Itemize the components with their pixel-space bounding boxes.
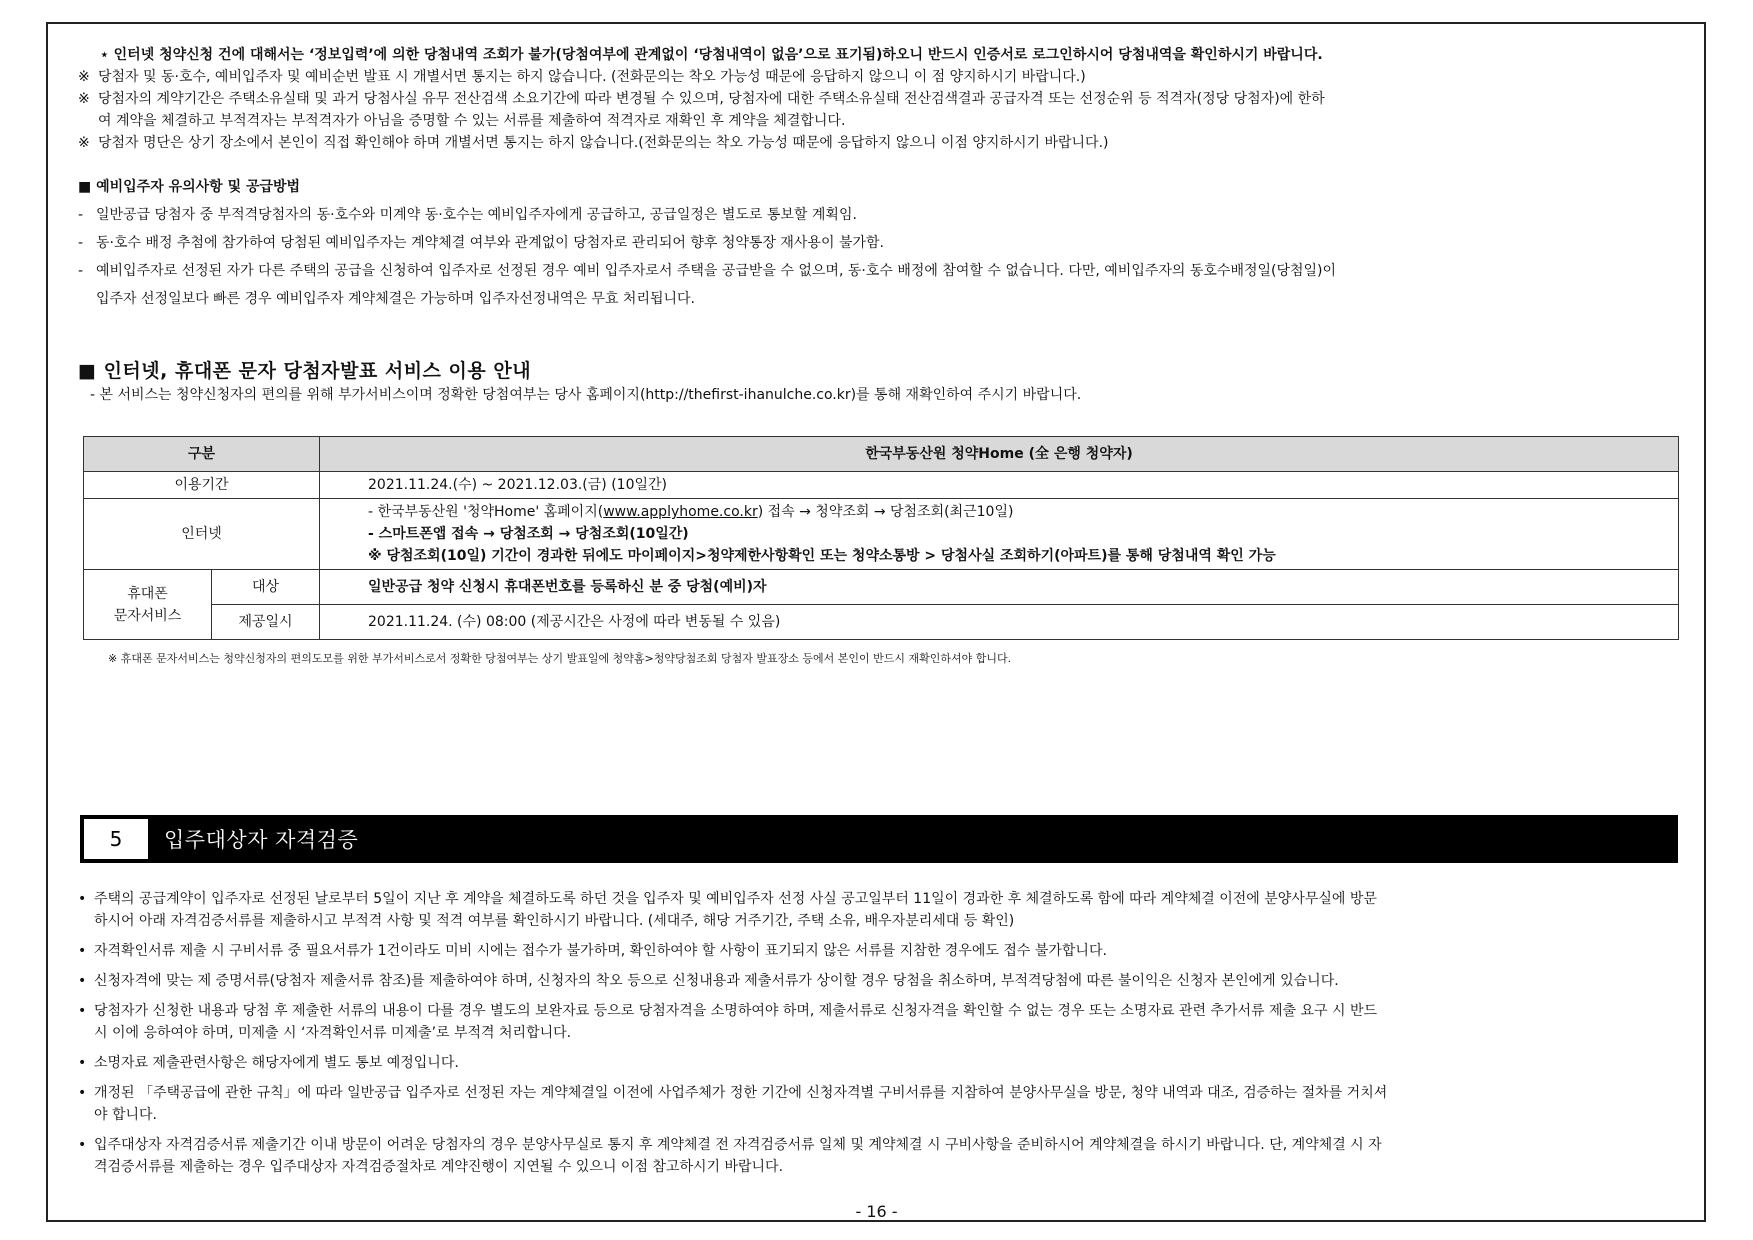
bullet-4 [78,1000,1678,1044]
dash-marker: - [78,207,84,223]
bullet-1 [78,888,1678,932]
bullet-5-text: 소명자료 제출관련사항은 해당자에게 별도 통보 예정입니다. [94,1055,459,1071]
table-note: ※ 휴대폰 문자서비스는 청약신청자의 편의도모를 위한 부가서비스로서 정확한 당첨여부는 상기 발표일에 청약홈>청약당첨조회 당첨자 발표장소 등에서 본인이 반드시 재확인하셔야 합니다. [108,652,1012,665]
reserve-heading: ■ 예비입주자 유의사항 및 공급방법 [78,179,301,195]
bullet-6-line-1: 개정된 「주택공급에 관한 규칙」에 따라 일반공급 입주자로 선정된 자는 계약체결일 이전에 사업주체가 정한 기간에 신청자격별 구비서류를 지참하여 분양사무실을 방문, 청약 내역과 대조, 검증하는 절차를 거치셔 [94,1085,1388,1101]
internet-value [320,499,1679,570]
col-header-category: 구분 [84,437,320,472]
section-number: 5 [84,819,148,859]
reserve-item-3-line-1: 예비입주자로 선정된 자가 다른 주택의 공급을 신청하여 입주자로 선정된 경우 예비 입주자로서 주택을 공급받을 수 없으며, 동·호수 배정에 참여할 수 없습니다. 다만, 예비입주자의 동호수배정일(당첨일)이 [96,263,1337,279]
internet-notice [78,44,1678,66]
period-value: 2021.11.24.(수) ~ 2021.12.03.(금) (10일간) [320,472,1679,499]
reserve-item-3 [78,260,1678,310]
date-value: 2021.11.24. (수) 08:00 (제공시간은 사정에 따라 변동될 수 있음) [320,605,1679,640]
bullet-3-text: 신청자격에 맞는 제 증명서류(당첨자 제출서류 참조)를 제출하여야 하며, 신청자의 착오 등으로 신청내용과 제출서류가 상이할 경우 당첨을 취소하며, 부적격당첨에 따른 불이익은 신청자 본인에게 있습니다. [94,973,1339,989]
sms-label [84,570,212,640]
internet-line-3: ※ 당첨조회(10일) 기간이 경과한 뒤에도 마이페이지>청약제한사항확인 또는 청약소통방 > 당첨사실 조회하기(아파트)를 통해 당첨내역 확인 가능 [368,548,1276,564]
date-label: 제공일시 [212,605,320,640]
bullet-marker: • [78,1003,87,1019]
service-table [83,436,1679,640]
note-3 [78,132,1678,154]
internet-line-1-post: ) 접속 → 청약조회 → 당첨조회(최근10일) [757,504,1014,520]
reserve-item-2-text: 동·호수 배정 추첨에 참가하여 당첨된 예비입주자는 계약체결 여부와 관계없이 당첨자로 관리되어 향후 청약통장 재사용이 불가함. [96,235,884,251]
reserve-item-1 [78,204,1678,226]
bullet-3 [78,970,1678,992]
section-5-header [80,815,1678,863]
table-row-period [84,472,1679,499]
col-header-applyhome: 한국부동산원 청약Home (全 은행 청약자) [320,437,1679,472]
target-label: 대상 [212,570,320,605]
reserve-item-3-line-2: 입주자 선정일보다 빠른 경우 예비입주자 계약체결은 가능하며 입주자선정내역은 무효 처리됩니다. [96,291,695,307]
table-row-sms-date [84,605,1679,640]
bullet-4-line-2: 시 이에 응하여야 하며, 미제출 시 ‘자격확인서류 미제출’로 부적격 처리합니다. [94,1025,572,1041]
internet-line-1 [368,501,1670,523]
sms-label-line-2: 문자서비스 [113,607,182,624]
section-5-bullets [78,888,1678,1186]
bullet-6-line-2: 야 합니다. [94,1107,157,1123]
bullet-marker: • [78,1055,87,1071]
note-1-text: 당첨자 및 동·호수, 예비입주자 및 예비순번 발표 시 개별서면 통지는 하지 않습니다. (전화문의는 착오 가능성 때문에 응답하지 않으니 이 점 양지하시기 바랍니다.) [98,69,1086,85]
bullet-1-line-1: 주택의 공급계약이 입주자로 선정된 날로부터 5일이 지난 후 계약을 체결하도록 하던 것을 입주자 및 예비입주자 선정 사실 공고일부터 11일이 경과한 후 체결하도록 함에 따라 계약체결 이전에 분양사무실에 방문 [94,891,1377,907]
bullet-1-line-2: 하시어 아래 자격검증서류를 제출하시고 부적격 사항 및 적격 여부를 확인하시기 바랍니다. (세대주, 해당 거주기간, 주택 소유, 배우자분리세대 등 확인) [94,913,1015,929]
bullet-5 [78,1052,1678,1074]
bullet-marker: • [78,1137,87,1153]
period-label: 이용기간 [84,472,320,499]
target-value: 일반공급 청약 신청시 휴대폰번호를 등록하신 분 중 당첨(예비)자 [320,570,1679,605]
table-row-sms-target [84,570,1679,605]
page-number: - 16 - [855,1202,898,1221]
note-2-line-1: 당첨자의 계약기간은 주택소유실태 및 과거 당첨사실 유무 전산검색 소요기간에 따라 변경될 수 있으며, 당첨자에 대한 주택소유실태 전산검색결과 공급자격 또는 선정순위 등 적격자(정당 당첨자)에 한하 [98,91,1325,107]
table-header-row [84,437,1679,472]
bullet-4-line-1: 당첨자가 신청한 내용과 당첨 후 제출한 서류의 내용이 다를 경우 별도의 보완자료 등으로 당첨자격을 소명하여야 하며, 제출서류로 신청자격을 확인할 수 없는 경우 또는 소명자료 관련 추가서류 제출 요구 시 반드 [94,1003,1378,1019]
internet-line-2: - 스마트폰앱 접속 → 당첨조회 → 당첨조회(10일간) [368,526,689,542]
note-2 [78,88,1678,132]
bullet-2-text: 자격확인서류 제출 시 구비서류 중 필요서류가 1건이라도 미비 시에는 접수가 불가하며, 확인하여야 할 사항이 표기되지 않은 서류를 지참한 경우에도 접수 불가합니다. [94,943,1107,959]
internet-label: 인터넷 [84,499,320,570]
reserve-item-1-text: 일반공급 당첨자 중 부적격당첨자의 동·호수와 미계약 동·호수는 예비입주자에게 공급하고, 공급일정은 별도로 통보할 계획임. [96,207,857,223]
service-heading: ■ 인터넷, 휴대폰 문자 당첨자발표 서비스 이용 안내 [78,360,532,382]
bullet-marker: • [78,943,87,959]
bullet-7-line-1: 입주대상자 자격검증서류 제출기간 이내 방문이 어려운 당첨자의 경우 분양사무실로 통지 후 계약체결 전 자격검증서류 일체 및 계약체결 시 구비사항을 준비하시어 계약체결을 하시기 바랍니다. 단, 계약체결 시 자 [94,1137,1382,1153]
dash-marker: - [78,263,84,279]
internet-notice-text: 인터넷 청약신청 건에 대해서는 ‘정보입력’에 의한 당첨내역 조회가 불가(당첨여부에 관계없이 ‘당첨내역이 없음’으로 표기됨)하오니 반드시 인증서로 로그인하시어 당첨내역을 확인하시기 바랍니다. [113,47,1323,63]
notices-block [78,44,1678,666]
bullet-marker: • [78,973,87,989]
note-2-line-2: 여 계약을 체결하고 부적격자는 부적격자가 아님을 증명할 수 있는 서류를 제출하여 적격자로 재확인 후 계약을 체결합니다. [98,113,846,129]
dash-marker: - [78,235,84,251]
note-3-text: 당첨자 명단은 상기 장소에서 본인이 직접 확인해야 하며 개별서면 통지는 하지 않습니다.(전화문의는 착오 가능성 때문에 응답하지 않으니 이점 양지하시기 바랍니다.) [98,135,1109,151]
bullet-6 [78,1082,1678,1126]
bullet-7 [78,1134,1678,1178]
bullet-marker: • [78,1085,87,1101]
star-marker: ⋆ [100,47,109,63]
table-row-internet [84,499,1679,570]
note-marker: ※ [78,135,90,151]
bullet-7-line-2: 격검증서류를 제출하는 경우 입주대상자 자격검증절차로 계약진행이 지연될 수 있으니 이점 참고하시기 바랍니다. [94,1159,784,1175]
bullet-2 [78,940,1678,962]
note-marker: ※ [78,91,90,107]
internet-line-1-pre: - 한국부동산원 '청약Home' 홈페이지( [368,504,604,520]
note-marker: ※ [78,69,90,85]
note-1 [78,66,1678,88]
reserve-item-2 [78,232,1678,254]
service-description: - 본 서비스는 청약신청자의 편의를 위해 부가서비스이며 정확한 당첨여부는 당사 홈페이지(http://thefirst-ihanulche.co.kr)를 통해 재확인하여 주시기 바랍니다. [90,387,1082,403]
section-title: 입주대상자 자격검증 [164,828,359,852]
applyhome-link[interactable]: www.applyhome.co.kr [603,504,758,520]
bullet-marker: • [78,891,87,907]
sms-label-line-1: 휴대폰 [127,585,168,602]
